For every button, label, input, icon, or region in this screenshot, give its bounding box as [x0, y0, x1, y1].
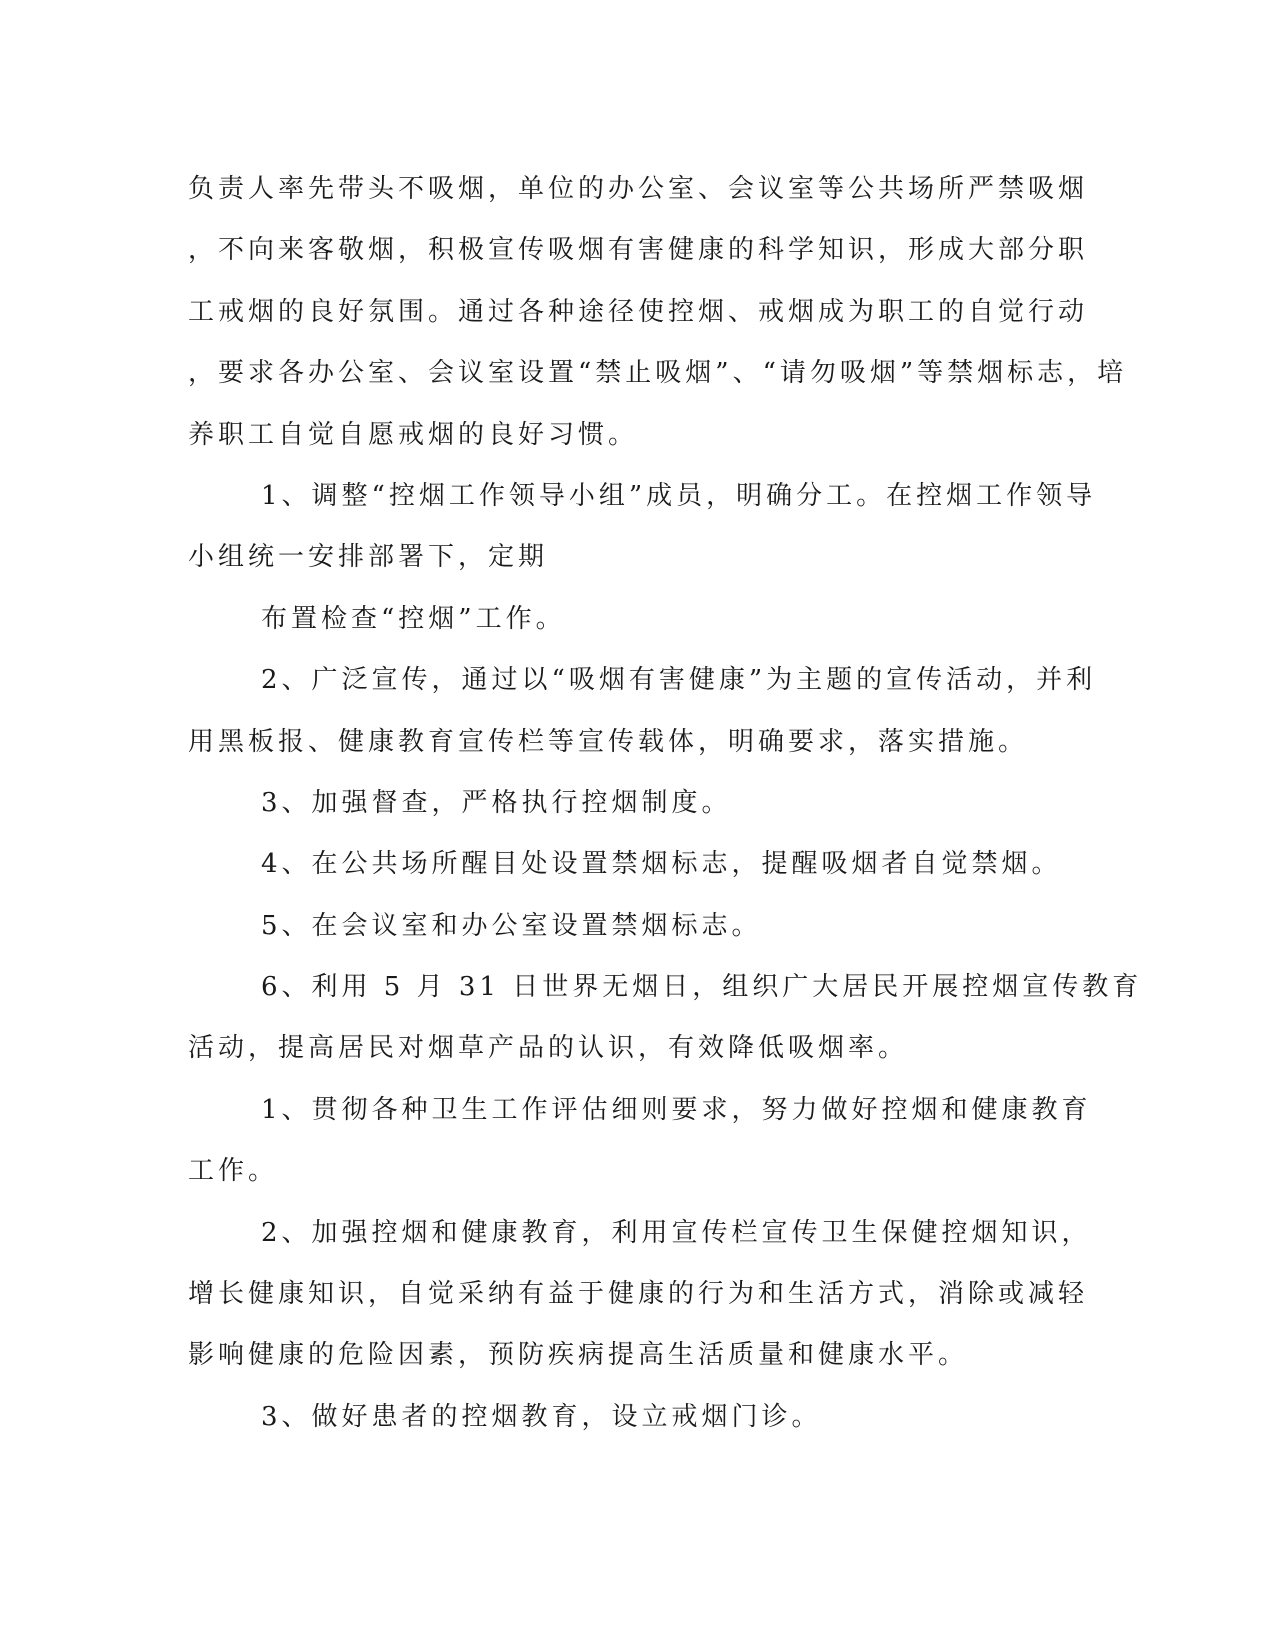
text-line: 布置检查“控烟”工作。	[261, 603, 566, 634]
text-line: 5、在会议室和办公室设置禁烟标志。	[261, 910, 762, 941]
document-body	[188, 159, 1143, 1448]
text-line: 3、做好患者的控烟教育，设立戒烟门诊。	[261, 1401, 822, 1432]
text-line: 活动，提高居民对烟草产品的认识，有效降低吸烟率。	[188, 1033, 909, 1064]
text-line: 4、在公共场所醒目处设置禁烟标志，提醒吸烟者自觉禁烟。	[261, 849, 1062, 880]
text-line: 用黑板报、健康教育宣传栏等宣传载体，明确要求，落实措施。	[188, 726, 1029, 757]
text-line: 2、广泛宣传，通过以“吸烟有害健康”为主题的宣传活动，并利	[261, 665, 1097, 696]
text-line: 1、贯彻各种卫生工作评估细则要求，努力做好控烟和健康教育	[261, 1094, 1092, 1125]
text-line: 增长健康知识，自觉采纳有益于健康的行为和生活方式，消除或减轻	[188, 1279, 1089, 1310]
text-line: 小组统一安排部署下，定期	[188, 542, 549, 573]
text-line: 养职工自觉自愿戒烟的良好习惯。	[188, 419, 639, 450]
text-line: 6、利用 5 月 31 日世界无烟日，组织广大居民开展控烟宣传教育	[261, 972, 1143, 1003]
text-line: 1、调整“控烟工作领导小组”成员，明确分工。在控烟工作领导	[261, 480, 1097, 511]
text-line: 负责人率先带头不吸烟，单位的办公室、会议室等公共场所严禁吸烟	[188, 174, 1089, 204]
text-line: 3、加强督查，严格执行控烟制度。	[261, 787, 732, 818]
text-line: 2、加强控烟和健康教育，利用宣传栏宣传卫生保健控烟知识，	[261, 1217, 1092, 1248]
text-line: ，不向来客敬烟，积极宣传吸烟有害健康的科学知识，形成大部分职	[188, 235, 1089, 266]
text-line: ，要求各办公室、会议室设置“禁止吸烟”、“请勿吸烟”等禁烟标志，培	[188, 358, 1128, 389]
text-line: 工作。	[188, 1156, 279, 1187]
text-line: 工戒烟的良好氛围。通过各种途径使控烟、戒烟成为职工的自觉行动	[188, 296, 1089, 327]
text-line: 影响健康的危险因素，预防疾病提高生活质量和健康水平。	[188, 1340, 969, 1371]
